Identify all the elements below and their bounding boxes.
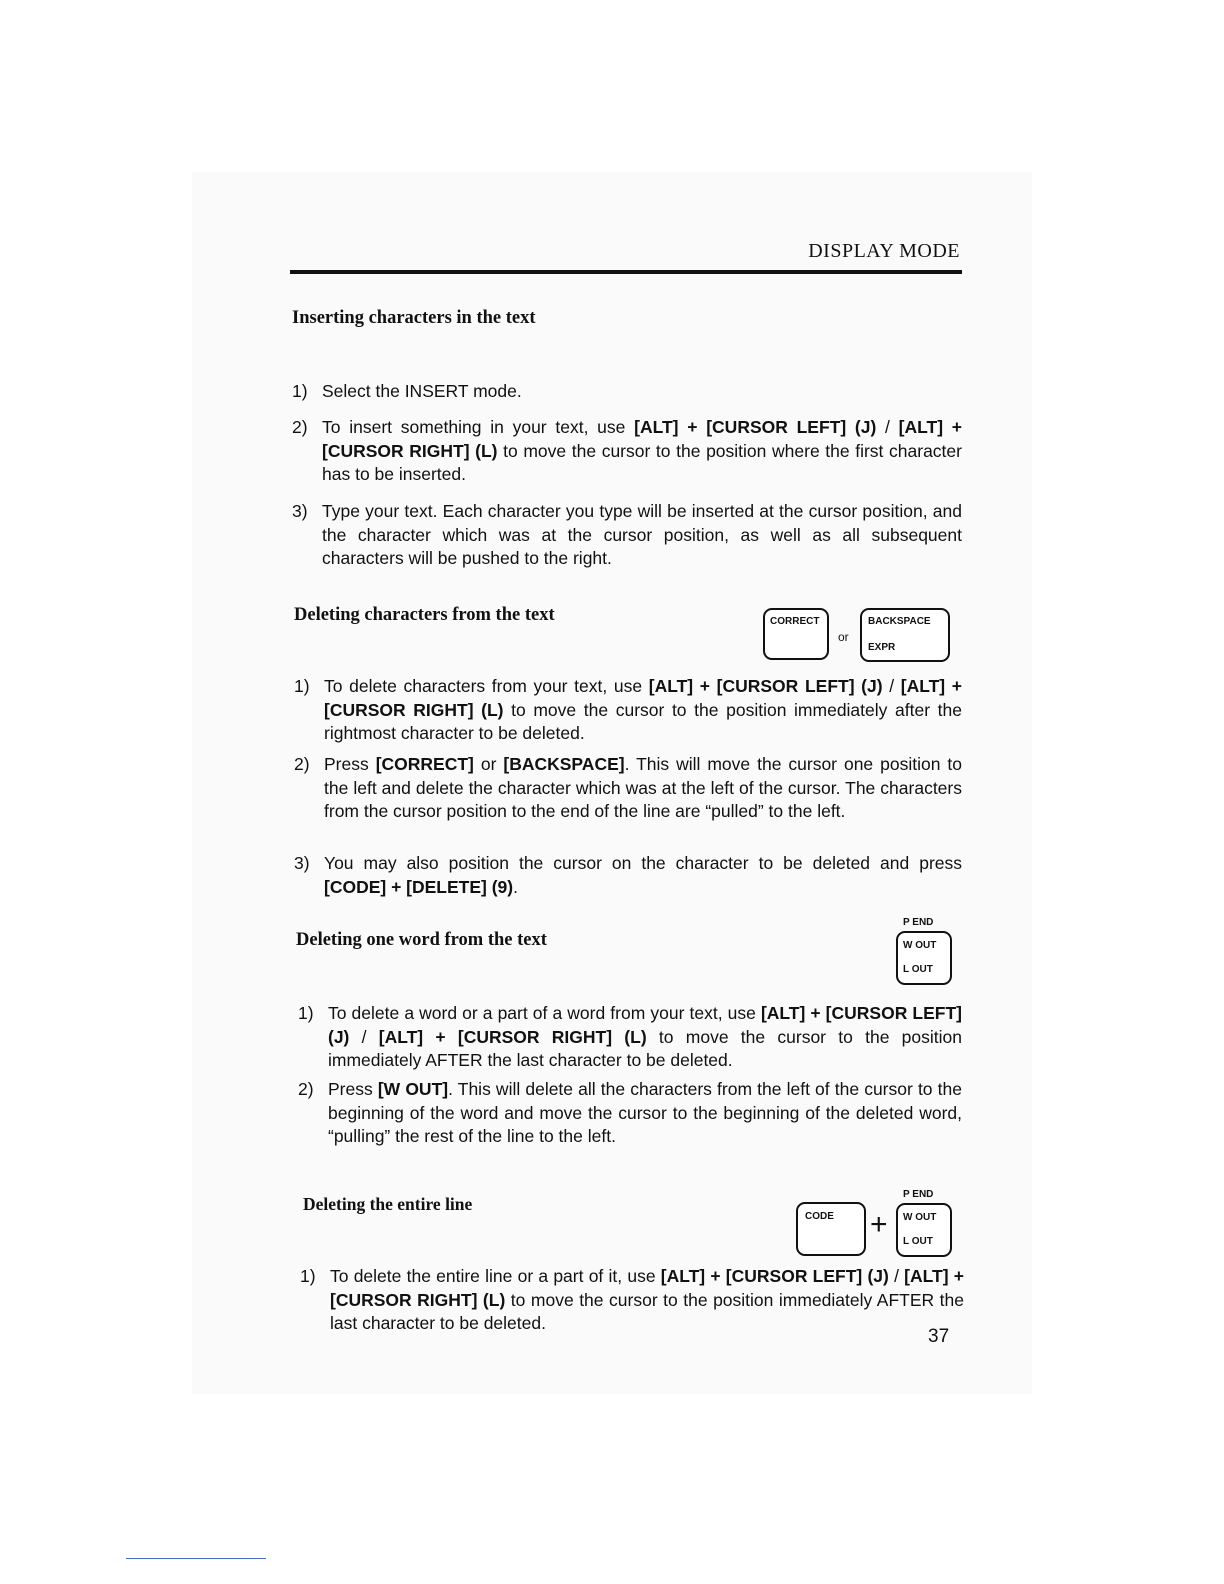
- item-number: 1): [294, 676, 310, 696]
- item-text: You may also position the cursor on the character to be deleted and press [CODE] + [DELETE] (9).: [324, 853, 962, 897]
- section-title-delete-chars: Deleting characters from the text: [294, 605, 555, 625]
- list-item: [294, 753, 962, 849]
- code-key-icon: [796, 1202, 866, 1256]
- item-number: 2): [294, 754, 310, 774]
- list-item: [298, 1002, 962, 1074]
- list-item: [298, 1078, 962, 1150]
- or-label: or: [838, 630, 849, 644]
- page-number: 37: [928, 1326, 950, 1347]
- item-number: 1): [292, 381, 308, 401]
- key-label: W OUT: [903, 940, 937, 951]
- item-number: 1): [300, 1266, 316, 1286]
- key-sub-label: EXPR: [868, 642, 896, 653]
- key-sub-label: L OUT: [903, 1236, 933, 1247]
- section-title-insert: Inserting characters in the text: [292, 308, 536, 328]
- running-head: DISPLAY MODE: [808, 240, 960, 262]
- backspace-key-icon: [860, 608, 950, 662]
- item-text: Type your text. Each character you type will be inserted at the cursor position, and the character which was at the cursor position, as well as all subsequent characters will be pushed to the right.: [322, 501, 962, 568]
- item-text: Select the INSERT mode.: [322, 381, 522, 401]
- list-item: [292, 416, 962, 488]
- list-item: [300, 1265, 964, 1337]
- item-text: Press [W OUT]. This will delete all the characters from the left of the cursor to the beginning of the word and move the cursor to the beginning of the deleted word, “pulling” the rest of the line to the left.: [328, 1079, 962, 1146]
- section-title-delete-word: Deleting one word from the text: [296, 930, 547, 950]
- item-number: 3): [294, 853, 310, 873]
- key-label: CORRECT: [770, 616, 820, 627]
- item-text: Press [CORRECT] or [BACKSPACE]. This will move the cursor one position to the left and delete the character which was at the left of the cursor. The characters from the cursor position to the end of the line are “pulled” to the left.: [324, 754, 962, 821]
- item-text: To insert something in your text, use [ALT] + [CURSOR LEFT] (J) / [ALT] + [CURSOR RIGHT] (L) to move the cursor to the position where the first character has to be inserted.: [322, 417, 962, 484]
- item-number: 1): [298, 1003, 314, 1023]
- key-label: CODE: [805, 1211, 834, 1222]
- key-label: W OUT: [903, 1212, 937, 1223]
- item-number: 2): [292, 417, 308, 437]
- p-end-label: P END: [903, 1189, 934, 1200]
- correct-key-icon: [763, 608, 829, 660]
- item-number: 3): [292, 501, 308, 521]
- item-text: To delete a word or a part of a word from your text, use [ALT] + [CURSOR LEFT] (J) / [ALT] + [CURSOR RIGHT] (L) to move the cursor to the position immediately AFTER the last character to be deleted.: [328, 1003, 962, 1070]
- w-out-key-icon: [896, 1203, 952, 1257]
- list-item: [294, 675, 962, 747]
- plus-sign: +: [870, 1208, 888, 1241]
- key-label: BACKSPACE: [868, 616, 931, 627]
- key-sub-label: L OUT: [903, 964, 933, 975]
- item-text: To delete the entire line or a part of it, use [ALT] + [CURSOR LEFT] (J) / [ALT] + [CURSOR RIGHT] (L) to move the cursor to the position immediately AFTER the last character to be deleted.: [330, 1266, 964, 1333]
- p-end-label: P END: [903, 917, 934, 928]
- section-title-delete-line: Deleting the entire line: [303, 1194, 473, 1214]
- item-number: 2): [298, 1079, 314, 1099]
- list-item: [292, 500, 962, 572]
- header-rule: [290, 270, 962, 274]
- item-text: To delete characters from your text, use [ALT] + [CURSOR LEFT] (J) / [ALT] + [CURSOR RIGHT] (L) to move the cursor to the position immediately after the rightmost character to be deleted.: [324, 676, 962, 743]
- list-item: [294, 852, 962, 900]
- w-out-key-icon: [896, 931, 952, 985]
- footer-link-line: [126, 1558, 266, 1559]
- list-item: [292, 380, 962, 404]
